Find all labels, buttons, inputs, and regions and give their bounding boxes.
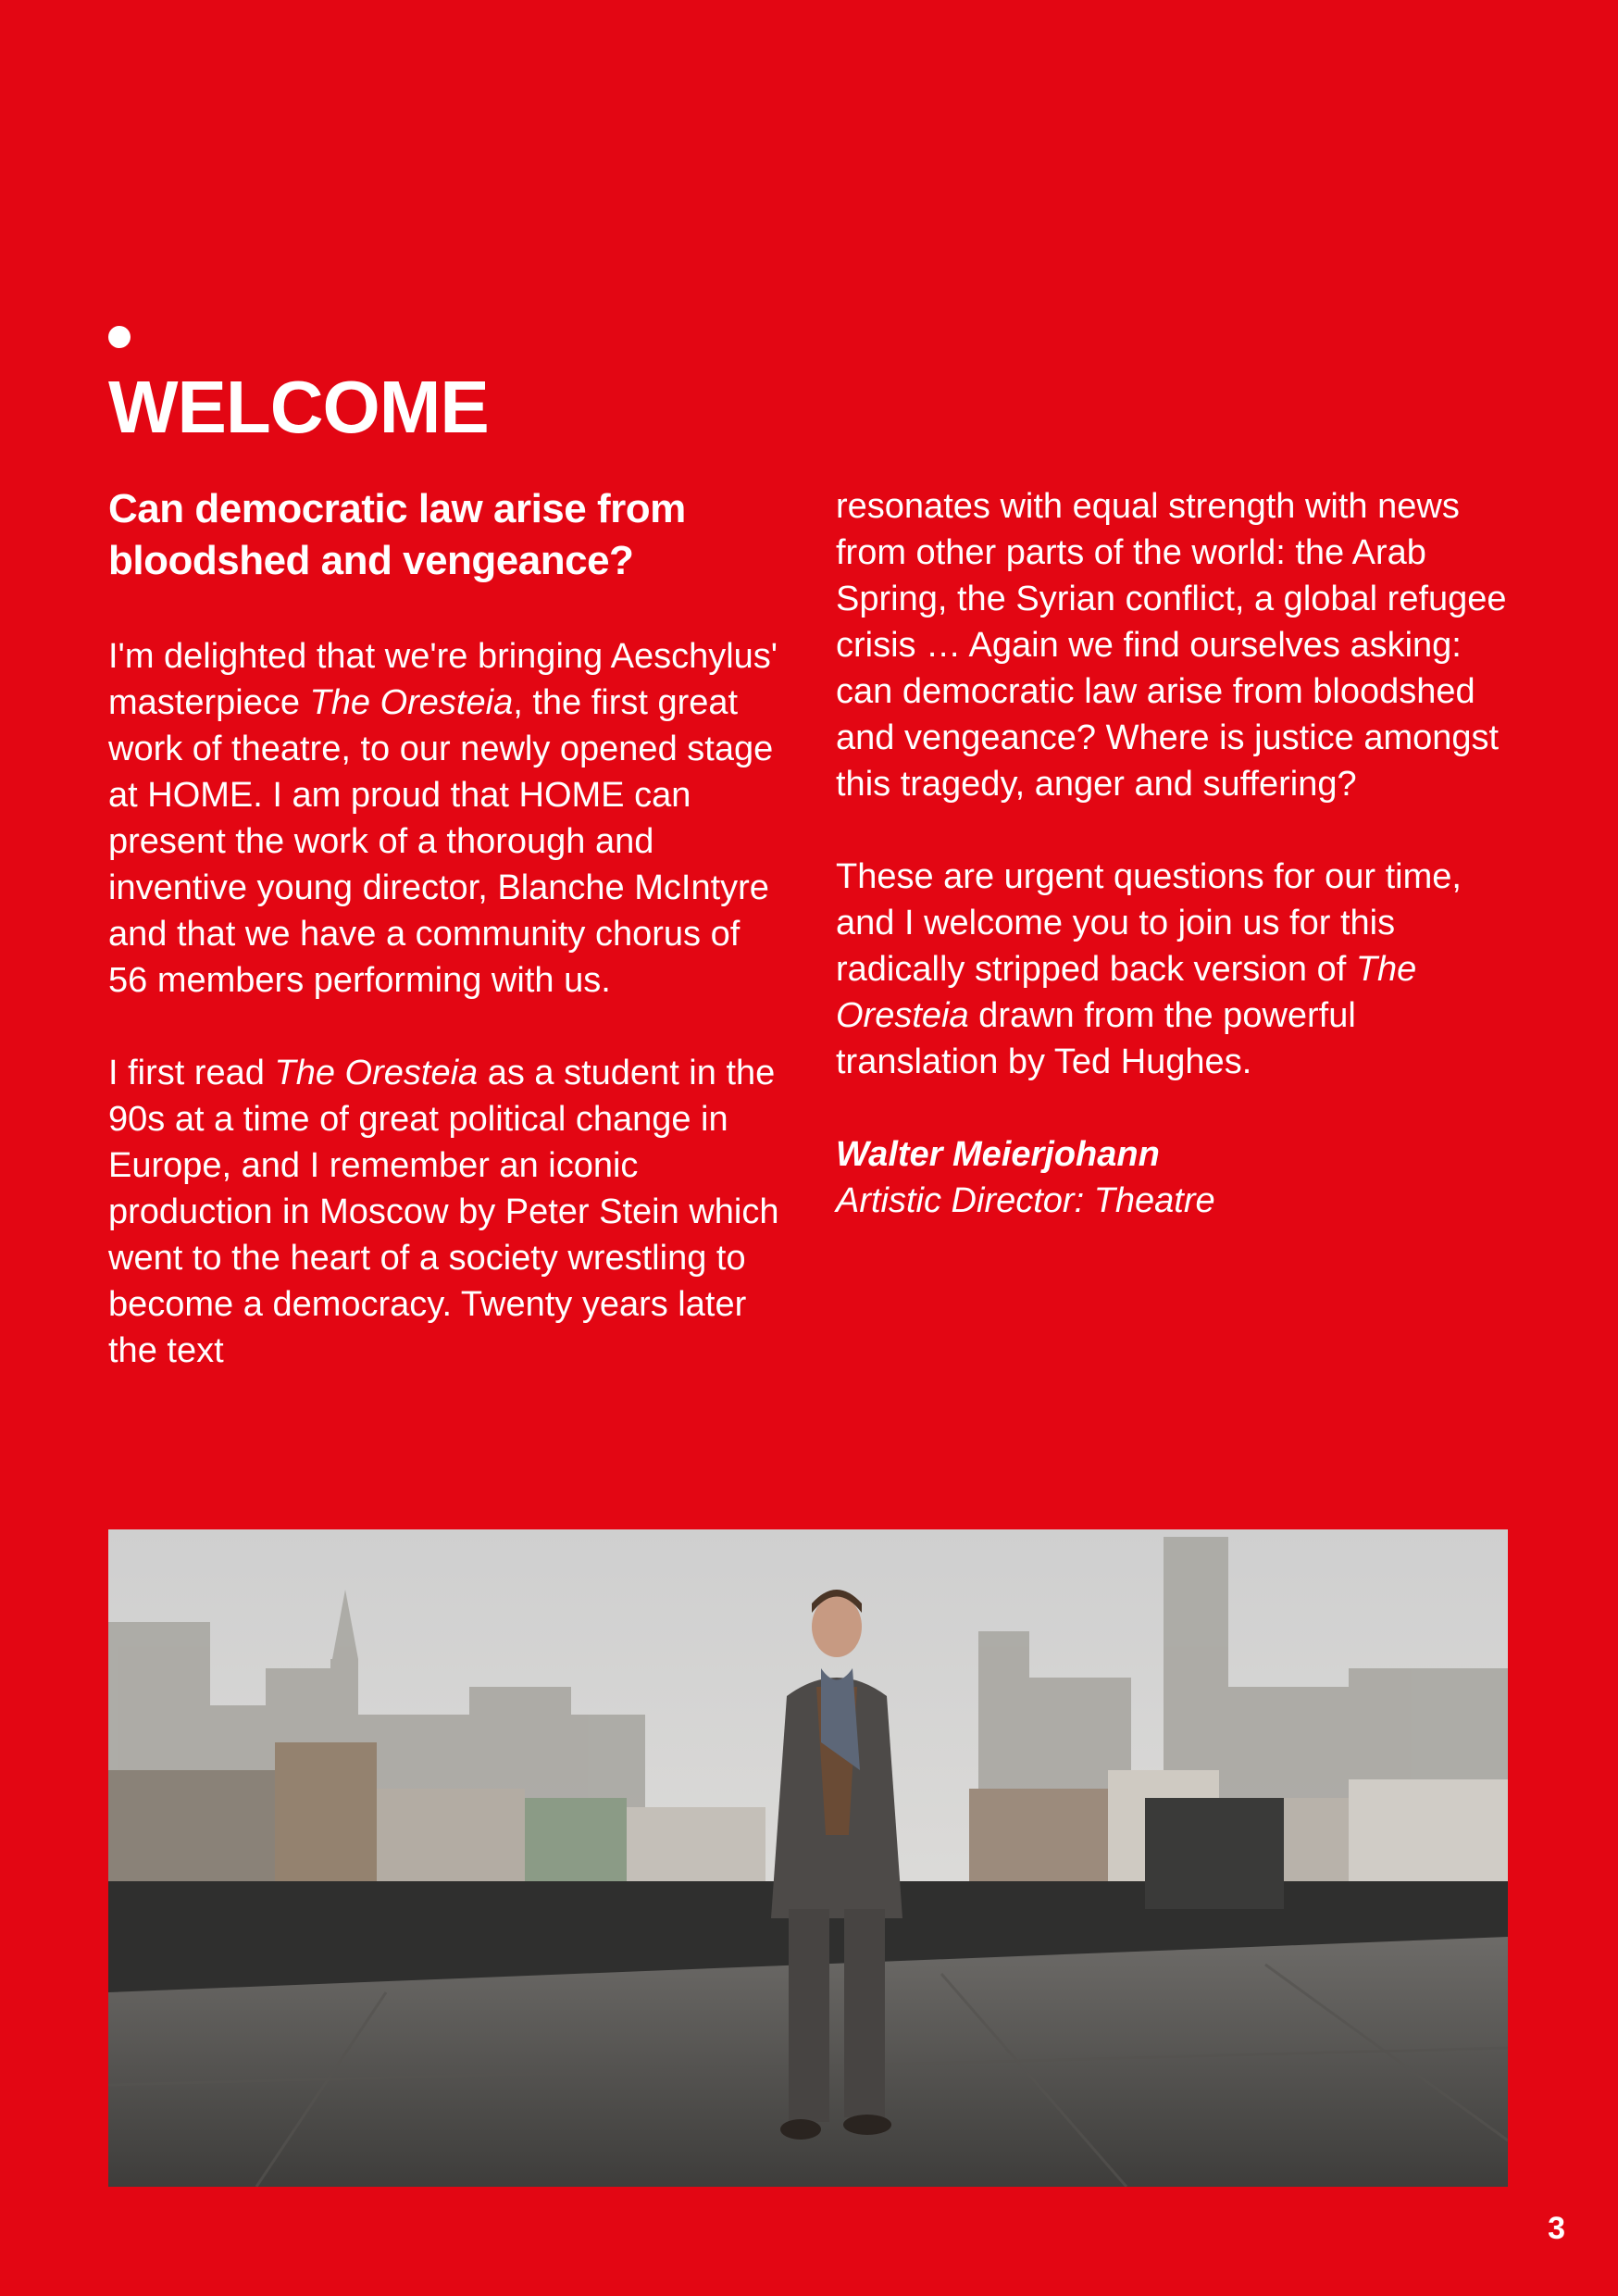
p1-text-b: , the first great work of theatre, to our newly opened stage at HOME. I am proud that HOME can present the work of a thorough and inventive young director, Blanche McIntyre and that we have a community chorus of 56 members performing with us.: [108, 683, 774, 1000]
p2-text-a: I first read: [108, 1054, 275, 1092]
work-title: The Oresteia: [836, 950, 1417, 1035]
signature-role: Artistic Director: Theatre: [836, 1181, 1215, 1220]
signature-name: Walter Meierjohann: [836, 1135, 1160, 1174]
left-column: [108, 483, 784, 1420]
p3-text-b: drawn from the powerful translation by Ted Hughes.: [836, 996, 1356, 1081]
rooftop-scene-illustration: [108, 1529, 1508, 2187]
right-column: [836, 483, 1512, 1270]
paragraph-3: [836, 854, 1512, 1085]
paragraph-1: [108, 633, 784, 1004]
work-title: The Oresteia: [274, 1054, 479, 1092]
page-title: WELCOME: [108, 366, 489, 448]
paragraph-2: [108, 1050, 784, 1374]
page-number: 3: [1548, 2211, 1565, 2246]
p1-text-a: I'm delighted that we're bringing Aeschylus' masterpiece: [108, 637, 778, 722]
portrait-photo: [108, 1529, 1508, 2187]
paragraph-2-continued: resonates with equal strength with news from other parts of the world: the Arab Spring, the Syrian conflict, a global refugee crisis … Again we find ourselves asking: can democratic law arise from bloodshed and vengeance? Where is justice amongst this tragedy, anger and suffering?: [836, 487, 1507, 804]
work-title: The Oresteia: [309, 683, 514, 722]
bullet-dot: [108, 326, 131, 348]
signature: [836, 1131, 1512, 1224]
p2-text-b: as a student in the 90s at a time of great political change in Europe, and I remember an iconic production in Moscow by Peter Stein which went to the heart of a society wrestling to become a democracy. Twenty years later the text: [108, 1054, 779, 1370]
subheading: Can democratic law arise from bloodshed and vengeance?: [108, 486, 686, 583]
p3-text-a: These are urgent questions for our time, and I welcome you to join us for this radically stripped back version of: [836, 857, 1462, 989]
